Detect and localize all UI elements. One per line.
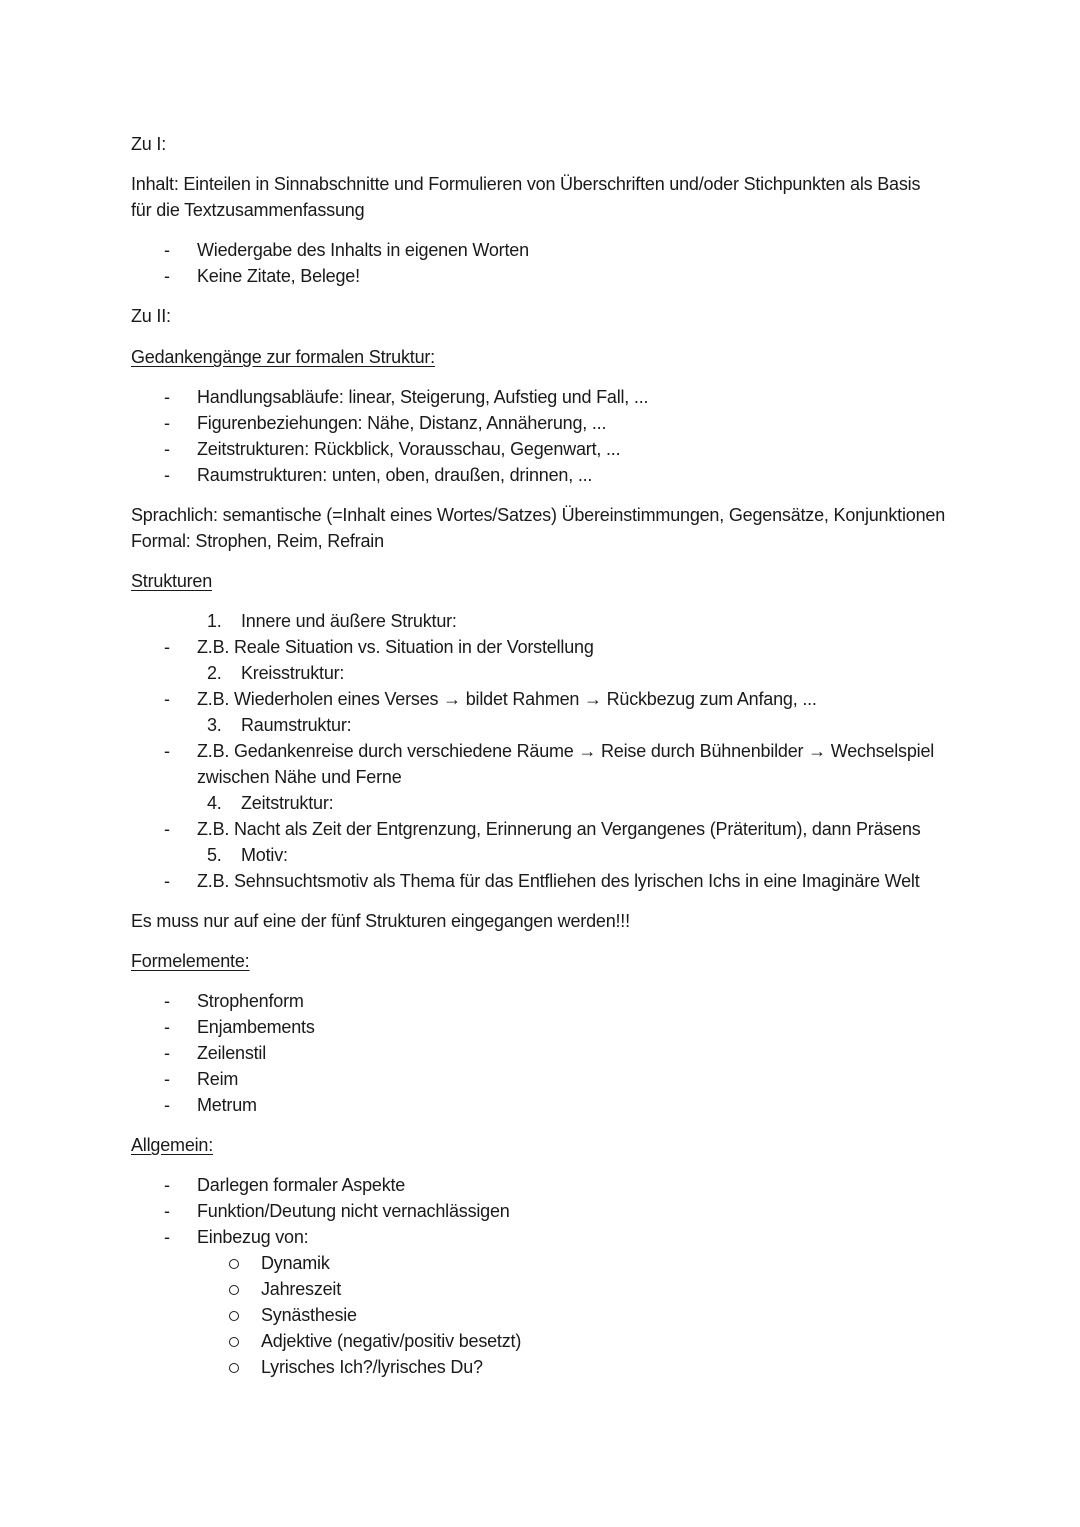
dash-bullet-icon: - — [164, 1201, 170, 1221]
dash-bullet-icon: - — [164, 1017, 170, 1037]
document-page: Zu I: Inhalt: Einteilen in Sinnabschnitte und Formulieren von Überschriften und/oder Stichpunkten als Basis für die Textzusammenfassung - Wiedergabe des Inhalts in eigenen Worten - Keine Zitate, Belege! Zu II: Gedankengänge zur formalen Struktur: - Handlungsabläufe: linear, Steigerung, Aufstieg und Fall, ... - Figurenbeziehungen: Nähe, Distanz, Annäherung, ... - Zeitstrukturen: Rückblick, Vorausschau, Gegenwart, ... - Raumstrukturen: unten, oben, draußen, drinnen, ... Sprachlich: semantische (=Inhalt eines Wortes/Satzes) Übereinstimmungen, Gegensätze, Konjunktionen Formal: Strophen, Reim, Refrain Strukturen 1. Innere und äußere Struktur: - Z.B. Reale Situation vs. Situation in der Vorstellung 2. Kreisstruktur: - Z.B. Wiederholen eines Verses → bildet Rahmen → Rückbezug zum Anfang, ... 3. Raumstruktur: - Z.B. Gedankenreise durch verschiedene Räume → Reise durch Bühnenbilder → Wechselspiel zwischen Nähe und Ferne 4. Zeitstruktur: - Z.B. Nacht als Zeit der Entgrenzung, Erinnerung an Vergangenes (Präteritum), dann Präsens 5. Motiv: - Z.B. Sehnsuchtsmotiv als Thema für das Entfliehen des lyrischen Ichs in eine Imaginäre Welt Es muss nur auf eine der fünf Strukturen eingegangen werden!!! Formelemente: - Strophenform - Enjambements - Zeilenstil - Reim - Metrum Allgemein: - Darlegen formaler Aspekte - Funktion/Deutung nicht vernachlässigen - Einbezug von: Dynamik Jahreszeit Synästhesie Adjektive (negativ/positiv besetzt) Lyrisches Ich?/lyrisches Du? — [0, 0, 1080, 1527]
section-1-heading: Zu I: — [131, 134, 167, 154]
circle-bullet-icon — [229, 1259, 239, 1269]
circle-bullet-icon — [229, 1337, 239, 1347]
dash-bullet-icon: - — [164, 387, 170, 407]
circle-bullet-icon — [229, 1363, 239, 1373]
dash-bullet-icon: - — [164, 819, 170, 839]
section-1-intro-line-1: Inhalt: Einteilen in Sinnabschnitte und Formulieren von Überschriften und/oder Stichpunkten als Basis — [131, 174, 921, 194]
section-2-heading: Zu II: — [131, 306, 171, 326]
dash-bullet-icon: - — [164, 413, 170, 433]
dash-bullet-icon: - — [164, 1175, 170, 1195]
formal-line: Formal: Strophen, Reim, Refrain — [131, 531, 384, 551]
dash-bullet-icon: - — [164, 1095, 170, 1115]
dash-bullet-icon: - — [164, 689, 170, 709]
circle-bullet-icon — [229, 1311, 239, 1321]
section-1-intro-line-2: für die Textzusammenfassung — [131, 200, 365, 220]
sprachlich-line: Sprachlich: semantische (=Inhalt eines Wortes/Satzes) Übereinstimmungen, Gegensätze, Konjunktionen — [131, 505, 946, 525]
dash-bullet-icon: - — [164, 439, 170, 459]
strukturen-heading: Strukturen — [131, 571, 213, 591]
dash-bullet-icon: - — [164, 1227, 170, 1247]
dash-bullet-icon: - — [164, 240, 170, 260]
dash-bullet-icon: - — [164, 465, 170, 485]
dash-bullet-icon: - — [164, 266, 170, 286]
dash-bullet-icon: - — [164, 637, 170, 657]
dash-bullet-icon: - — [164, 1069, 170, 1089]
circle-bullet-icon — [229, 1285, 239, 1295]
strukturen-note: Es muss nur auf eine der fünf Strukturen eingegangen werden!!! — [131, 911, 630, 931]
allgemein-heading: Allgemein: — [131, 1135, 214, 1155]
gedanken-heading: Gedankengänge zur formalen Struktur: — [131, 347, 435, 367]
dash-bullet-icon: - — [164, 991, 170, 1011]
dash-bullet-icon: - — [164, 871, 170, 891]
formelemente-heading: Formelemente: — [131, 951, 250, 971]
dash-bullet-icon: - — [164, 1043, 170, 1063]
dash-bullet-icon: - — [164, 741, 170, 761]
